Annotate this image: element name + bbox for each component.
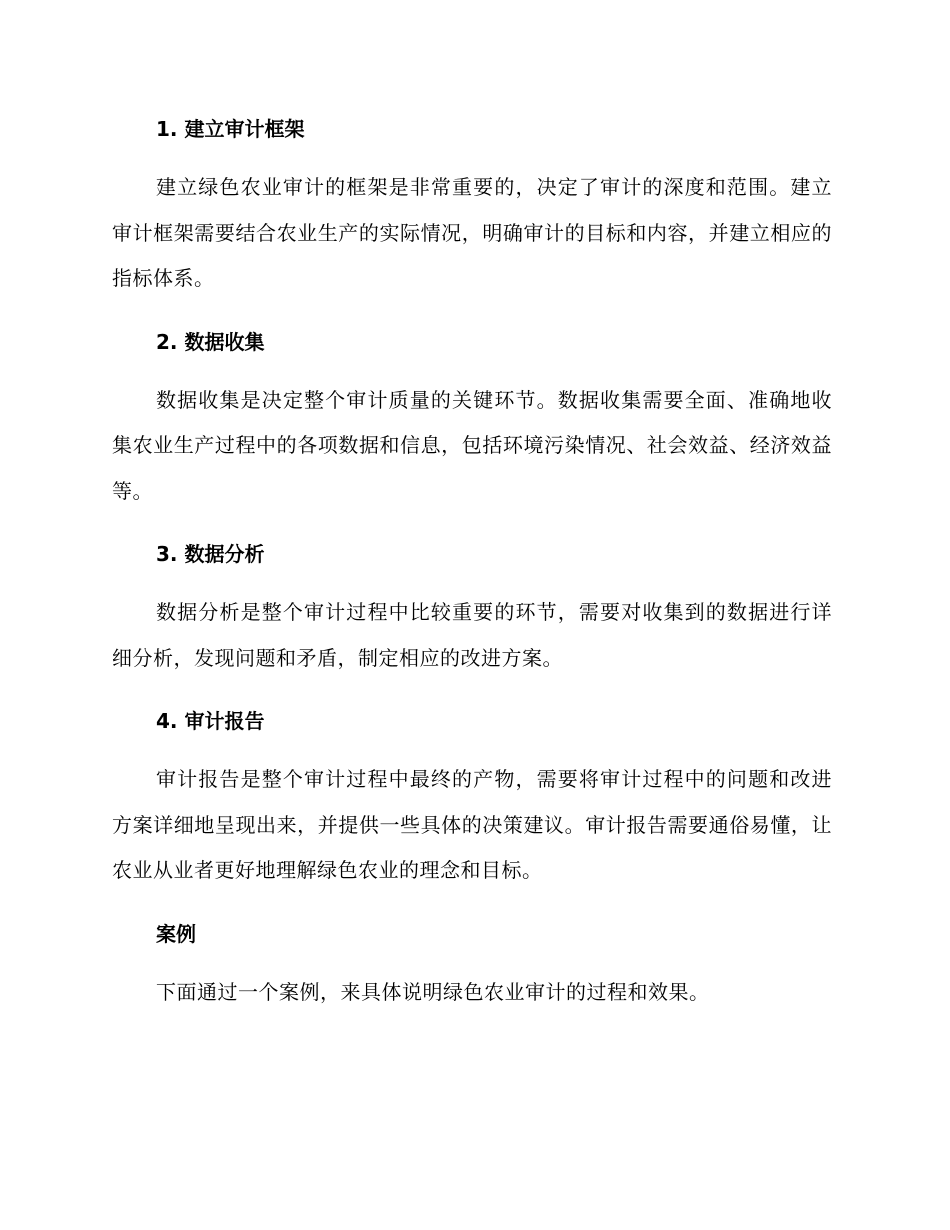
section-body-audit-report: 审计报告是整个审计过程中最终的产物，需要将审计过程中的问题和改进方案详细地呈现出来，并提供一些具体的决策建议。审计报告需要通俗易懂，让农业从业者更好地理解绿色农业的理念和目标。: [112, 767, 832, 882]
section-body-data-collection: 数据收集是决定整个审计质量的关键环节。数据收集需要全面、准确地收集农业生产过程中的各项数据和信息，包括环境污染情况、社会效益、经济效益等。: [112, 387, 832, 503]
section-heading-framework: 1. 建立审计框架: [156, 117, 305, 141]
section-body-data-analysis: 数据分析是整个审计过程中比较重要的环节，需要对收集到的数据进行详细分析，发现问题和矛盾，制定相应的改进方案。: [112, 600, 832, 670]
section-body-case: 下面通过一个案例，来具体说明绿色农业审计的过程和效果。: [156, 979, 710, 1004]
section-heading-case: 案例: [156, 921, 196, 946]
section-heading-data-analysis: 3. 数据分析: [156, 542, 265, 566]
section-heading-data-collection: 2. 数据收集: [156, 329, 265, 354]
section-body-framework: 建立绿色农业审计的框架是非常重要的，决定了审计的深度和范围。建立审计框架需要结合农业生产的实际情况，明确审计的目标和内容，并建立相应的指标体系。: [112, 175, 832, 290]
document-body: [112, 113, 832, 1015]
section-heading-audit-report: 4. 审计报告: [156, 709, 265, 733]
